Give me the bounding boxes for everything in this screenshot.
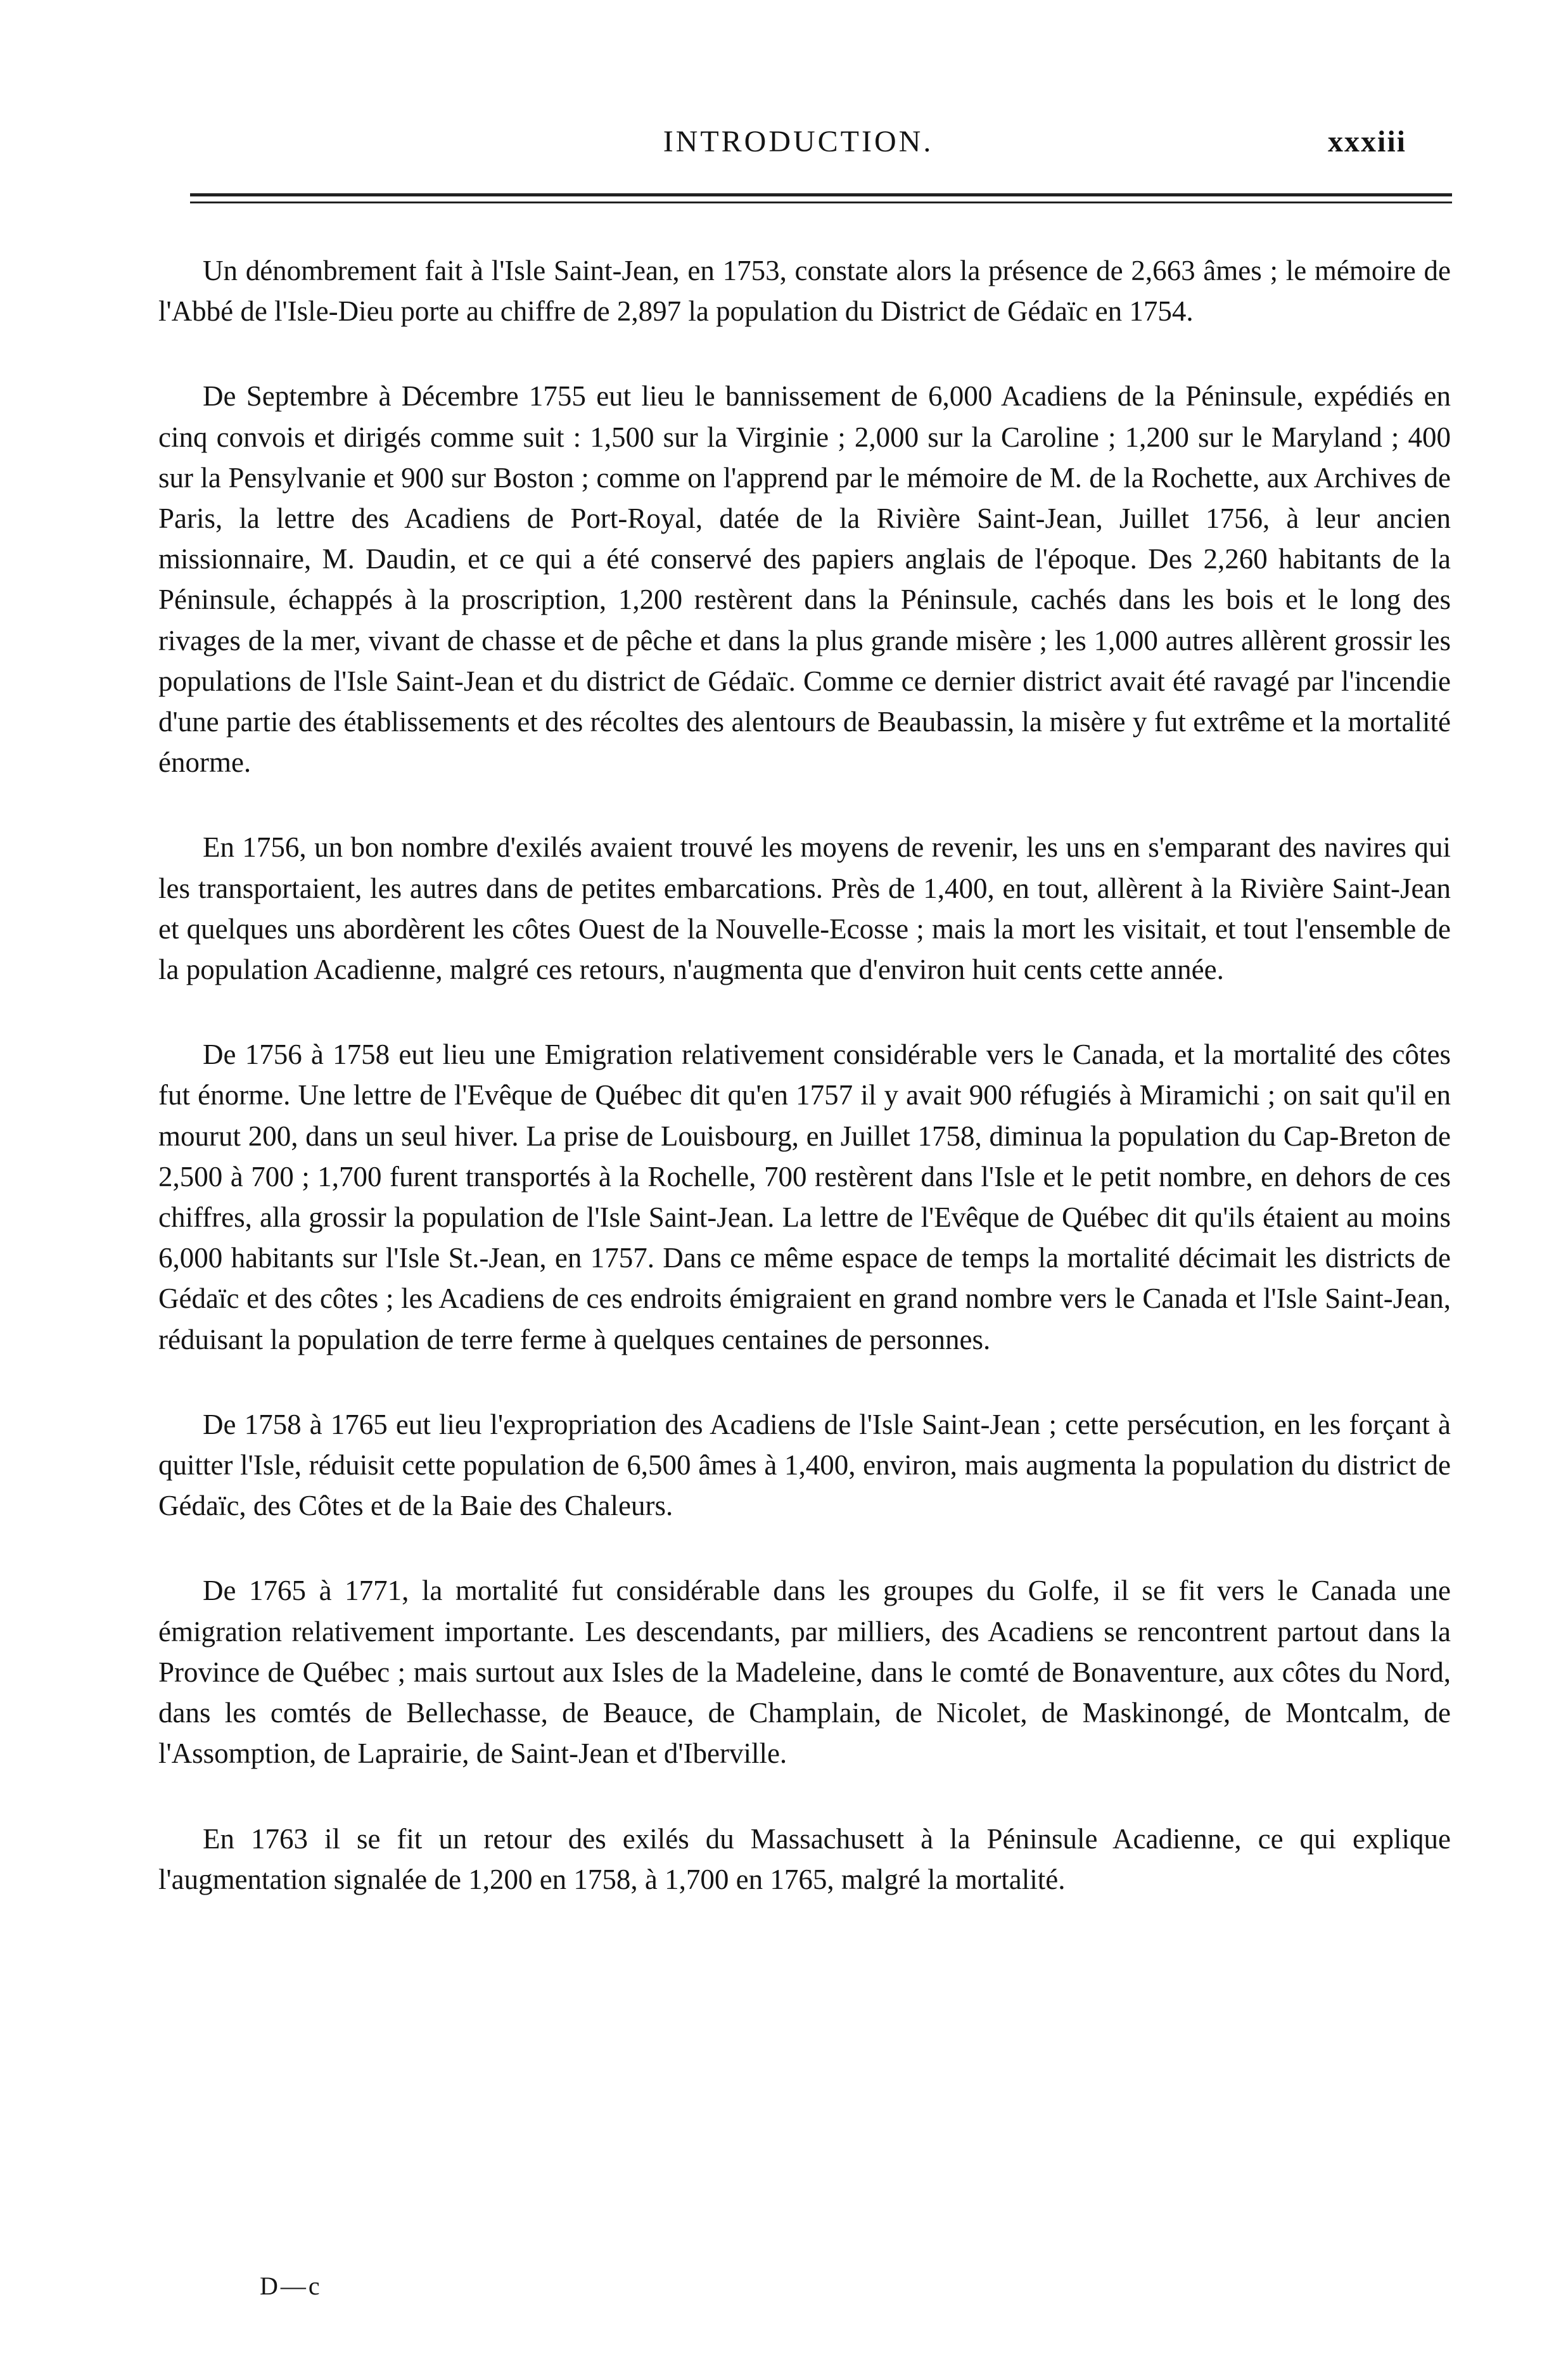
paragraph-6: De 1765 à 1771, la mortalité fut considérable dans les groupes du Golfe, il se fit vers le Canada une émigration relativement importante. Les descendants, par milliers, des Acadiens se rencontrent partout dans la Province de Québec ; mais surtout aux Isles de la Madeleine, dans le comté de Bonaventure, aux côtes du Nord, dans les comtés de Bellechasse, de Beauce, de Champlain, de Nicolet, de Maskinongé, de Montcalm, de l'Assomption, de Laprairie, de Saint-Jean et d'Iberville. — [158, 1575, 1451, 1770]
body-text — [158, 250, 1451, 1900]
header-rule-thin — [190, 202, 1452, 203]
page-number: xxxiii — [1327, 125, 1406, 158]
paragraph-1: Un dénombrement fait à l'Isle Saint-Jean, en 1753, constate alors la présence de 2,663 âmes ; le mémoire de l'Abbé de l'Isle-Dieu porte au chiffre de 2,897 la population du District de Gédaïc en 1754. — [158, 255, 1451, 328]
signature-mark: D—c — [260, 2272, 322, 2300]
paragraph-4: De 1756 à 1758 eut lieu une Emigration relativement considérable vers le Canada, et la mortalité des côtes fut énorme. Une lettre de l'Evêque de Québec dit qu'en 1757 il y avait 900 réfugiés à Miramichi ; on sait qu'il en mourut 200, dans un seul hiver. La prise de Louisbourg, en Juillet 1758, diminua la population du Cap-Breton de 2,500 à 700 ; 1,700 furent transportés à la Rochelle, 700 restèrent dans l'Isle et le petit nombre, en dehors de ces chiffres, alla grossir la population de l'Isle Saint-Jean. La lettre de l'Evêque de Québec dit qu'ils étaient au moins 6,000 habitants sur l'Isle St.-Jean, en 1757. Dans ce même espace de temps la mortalité décimait les districts de Gédaïc et des côtes ; les Acadiens de ces endroits émigraient en grand nombre vers le Canada et l'Isle Saint-Jean, réduisant la population de terre ferme à quelques centaines de personnes. — [158, 1039, 1451, 1355]
paragraph-3: En 1756, un bon nombre d'exilés avaient trouvé les moyens de revenir, les uns en s'emparant des navires qui les transportaient, les autres dans de petites embarcations. Près de 1,400, en tout, allèrent à la Rivière Saint-Jean et quelques uns abordèrent les côtes Ouest de la Nouvelle-Ecosse ; mais la mort les visitait, et tout l'ensemble de la population Acadienne, malgré ces retours, n'augmenta que d'environ huit cents cette année. — [158, 831, 1451, 986]
paragraph-5: De 1758 à 1765 eut lieu l'expropriation des Acadiens de l'Isle Saint-Jean ; cette persécution, en les forçant à quitter l'Isle, réduisit cette population de 6,500 âmes à 1,400, environ, mais augmenta la population du district de Gédaïc, des Côtes et de la Baie des Chaleurs. — [158, 1408, 1451, 1522]
paragraph-2: De Septembre à Décembre 1755 eut lieu le bannissement de 6,000 Acadiens de la Péninsule, expédiés en cinq convois et dirigés comme suit : 1,500 sur la Virginie ; 2,000 sur la Caroline ; 1,200 sur le Maryland ; 400 sur la Pensylvanie et 900 sur Boston ; comme on l'apprend par le mémoire de M. de la Rochette, aux Archives de Paris, la lettre des Acadiens de Port-Royal, datée de la Rivière Saint-Jean, Juillet 1756, à leur ancien missionnaire, M. Daudin, et ce qui a été conservé des papiers anglais de l'époque. Des 2,260 habitants de la Péninsule, échappés à la proscription, 1,200 restèrent dans la Péninsule, cachés dans les bois et le long des rivages de la mer, vivant de chasse et de pêche et dans la plus grande misère ; les 1,000 autres allèrent grossir les populations de l'Isle Saint-Jean et du district de Gédaïc. Comme ce dernier district avait été ravagé par l'incendie d'une partie des établissements et des récoltes des alentours de Beaubassin, la misère y fut extrême et la mortalité énorme. — [158, 380, 1451, 779]
running-title: INTRODUCTION. — [663, 125, 934, 158]
paragraph-7: En 1763 il se fit un retour des exilés du Massachusett à la Péninsule Acadienne, ce qui explique l'augmentation signalée de 1,200 en 1758, à 1,700 en 1765, malgré la mortalité. — [158, 1822, 1451, 1895]
header-rule-thick — [190, 193, 1452, 196]
